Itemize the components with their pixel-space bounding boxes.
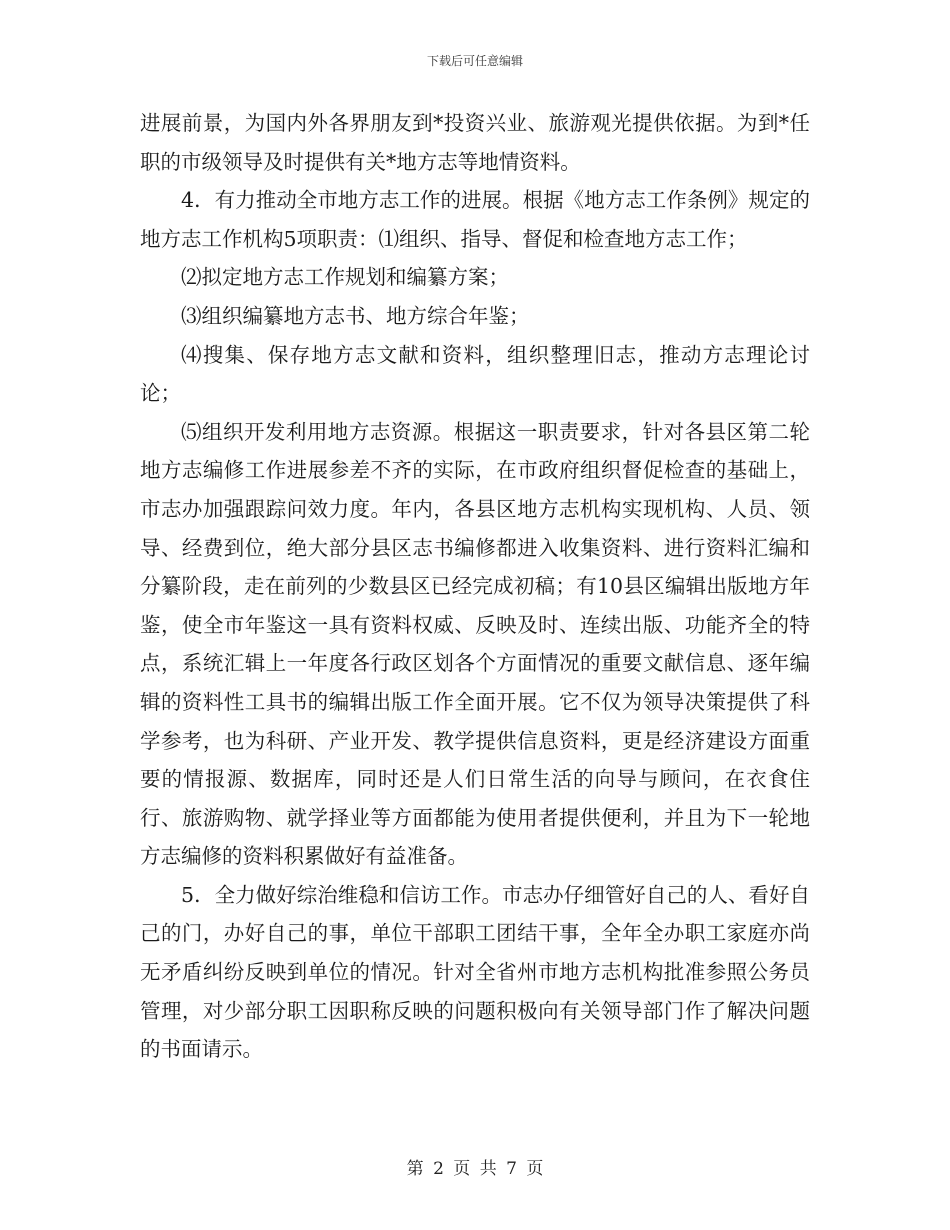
paragraph-item-4: 4．有力推动全市地方志工作的进展。根据《地方志工作条例》规定的地方志工作机构5项职责：⑴组织、指导、督促和检查地方志工作； bbox=[140, 188, 810, 251]
paragraph-continuation: 进展前景，为国内外各界朋友到*投资兴业、旅游观光提供依据。为到*任职的市级领导及时提供有关*地方志等地情资料。 bbox=[140, 111, 810, 174]
paragraph-duty-3: ⑶组织编纂地方志书、地方综合年鉴； bbox=[181, 303, 530, 328]
page-number: 第 2 页 共 7 页 bbox=[406, 1159, 544, 1179]
paragraph-item-5: 5．全力做好综治维稳和信访工作。市志办仔细管好自己的人、看好自己的门，办好自己的事，单位干部职工团结干事，全年全办职工家庭亦尚无矛盾纠纷反映到单位的情况。针对全省州市地方志机构批准参照公务员管理，对少部分职工因职称反映的问题积极向有关领导部门作了解决问题的书面请示。 bbox=[140, 882, 810, 1062]
paragraph-duty-4: ⑷搜集、保存地方志文献和资料，组织整理旧志，推动方志理论讨论； bbox=[140, 342, 810, 406]
paragraph-duty-2: ⑵拟定地方志工作规划和编纂方案； bbox=[181, 265, 509, 290]
document-body bbox=[140, 104, 810, 1069]
page-header: 下载后可任意编辑 bbox=[426, 54, 523, 68]
paragraph-duty-5: ⑸组织开发利用地方志资源。根据这一职责要求，针对各县区第二轮地方志编修工作进展参差不齐的实际，在市政府组织督促检查的基础上，市志办加强跟踪问效力度。年内，各县区地方志机构实现机构、人员、领导、经费到位，绝大部分县区志书编修都进入收集资料、进行资料汇编和分纂阶段，走在前列的少数县区已经完成初稿；有10县区编辑出版地方年鉴，使全市年鉴这一具有资料权威、反映及时、连续出版、功能齐全的特点，系统汇辑上一年度各行政区划各个方面情况的重要文献信息、逐年编辑的资料性工具书的编辑出版工作全面开展。它不仅为领导决策提供了科学参考，也为科研、产业开发、教学提供信息资料，更是经济建设方面重要的情报源、数据库，同时还是人们日常生活的向导与顾问，在衣食住行、旅游购物、就学择业等方面都能为使用者提供便利，并且为下一轮地方志编修的资料积累做好有益准备。 bbox=[140, 419, 810, 869]
